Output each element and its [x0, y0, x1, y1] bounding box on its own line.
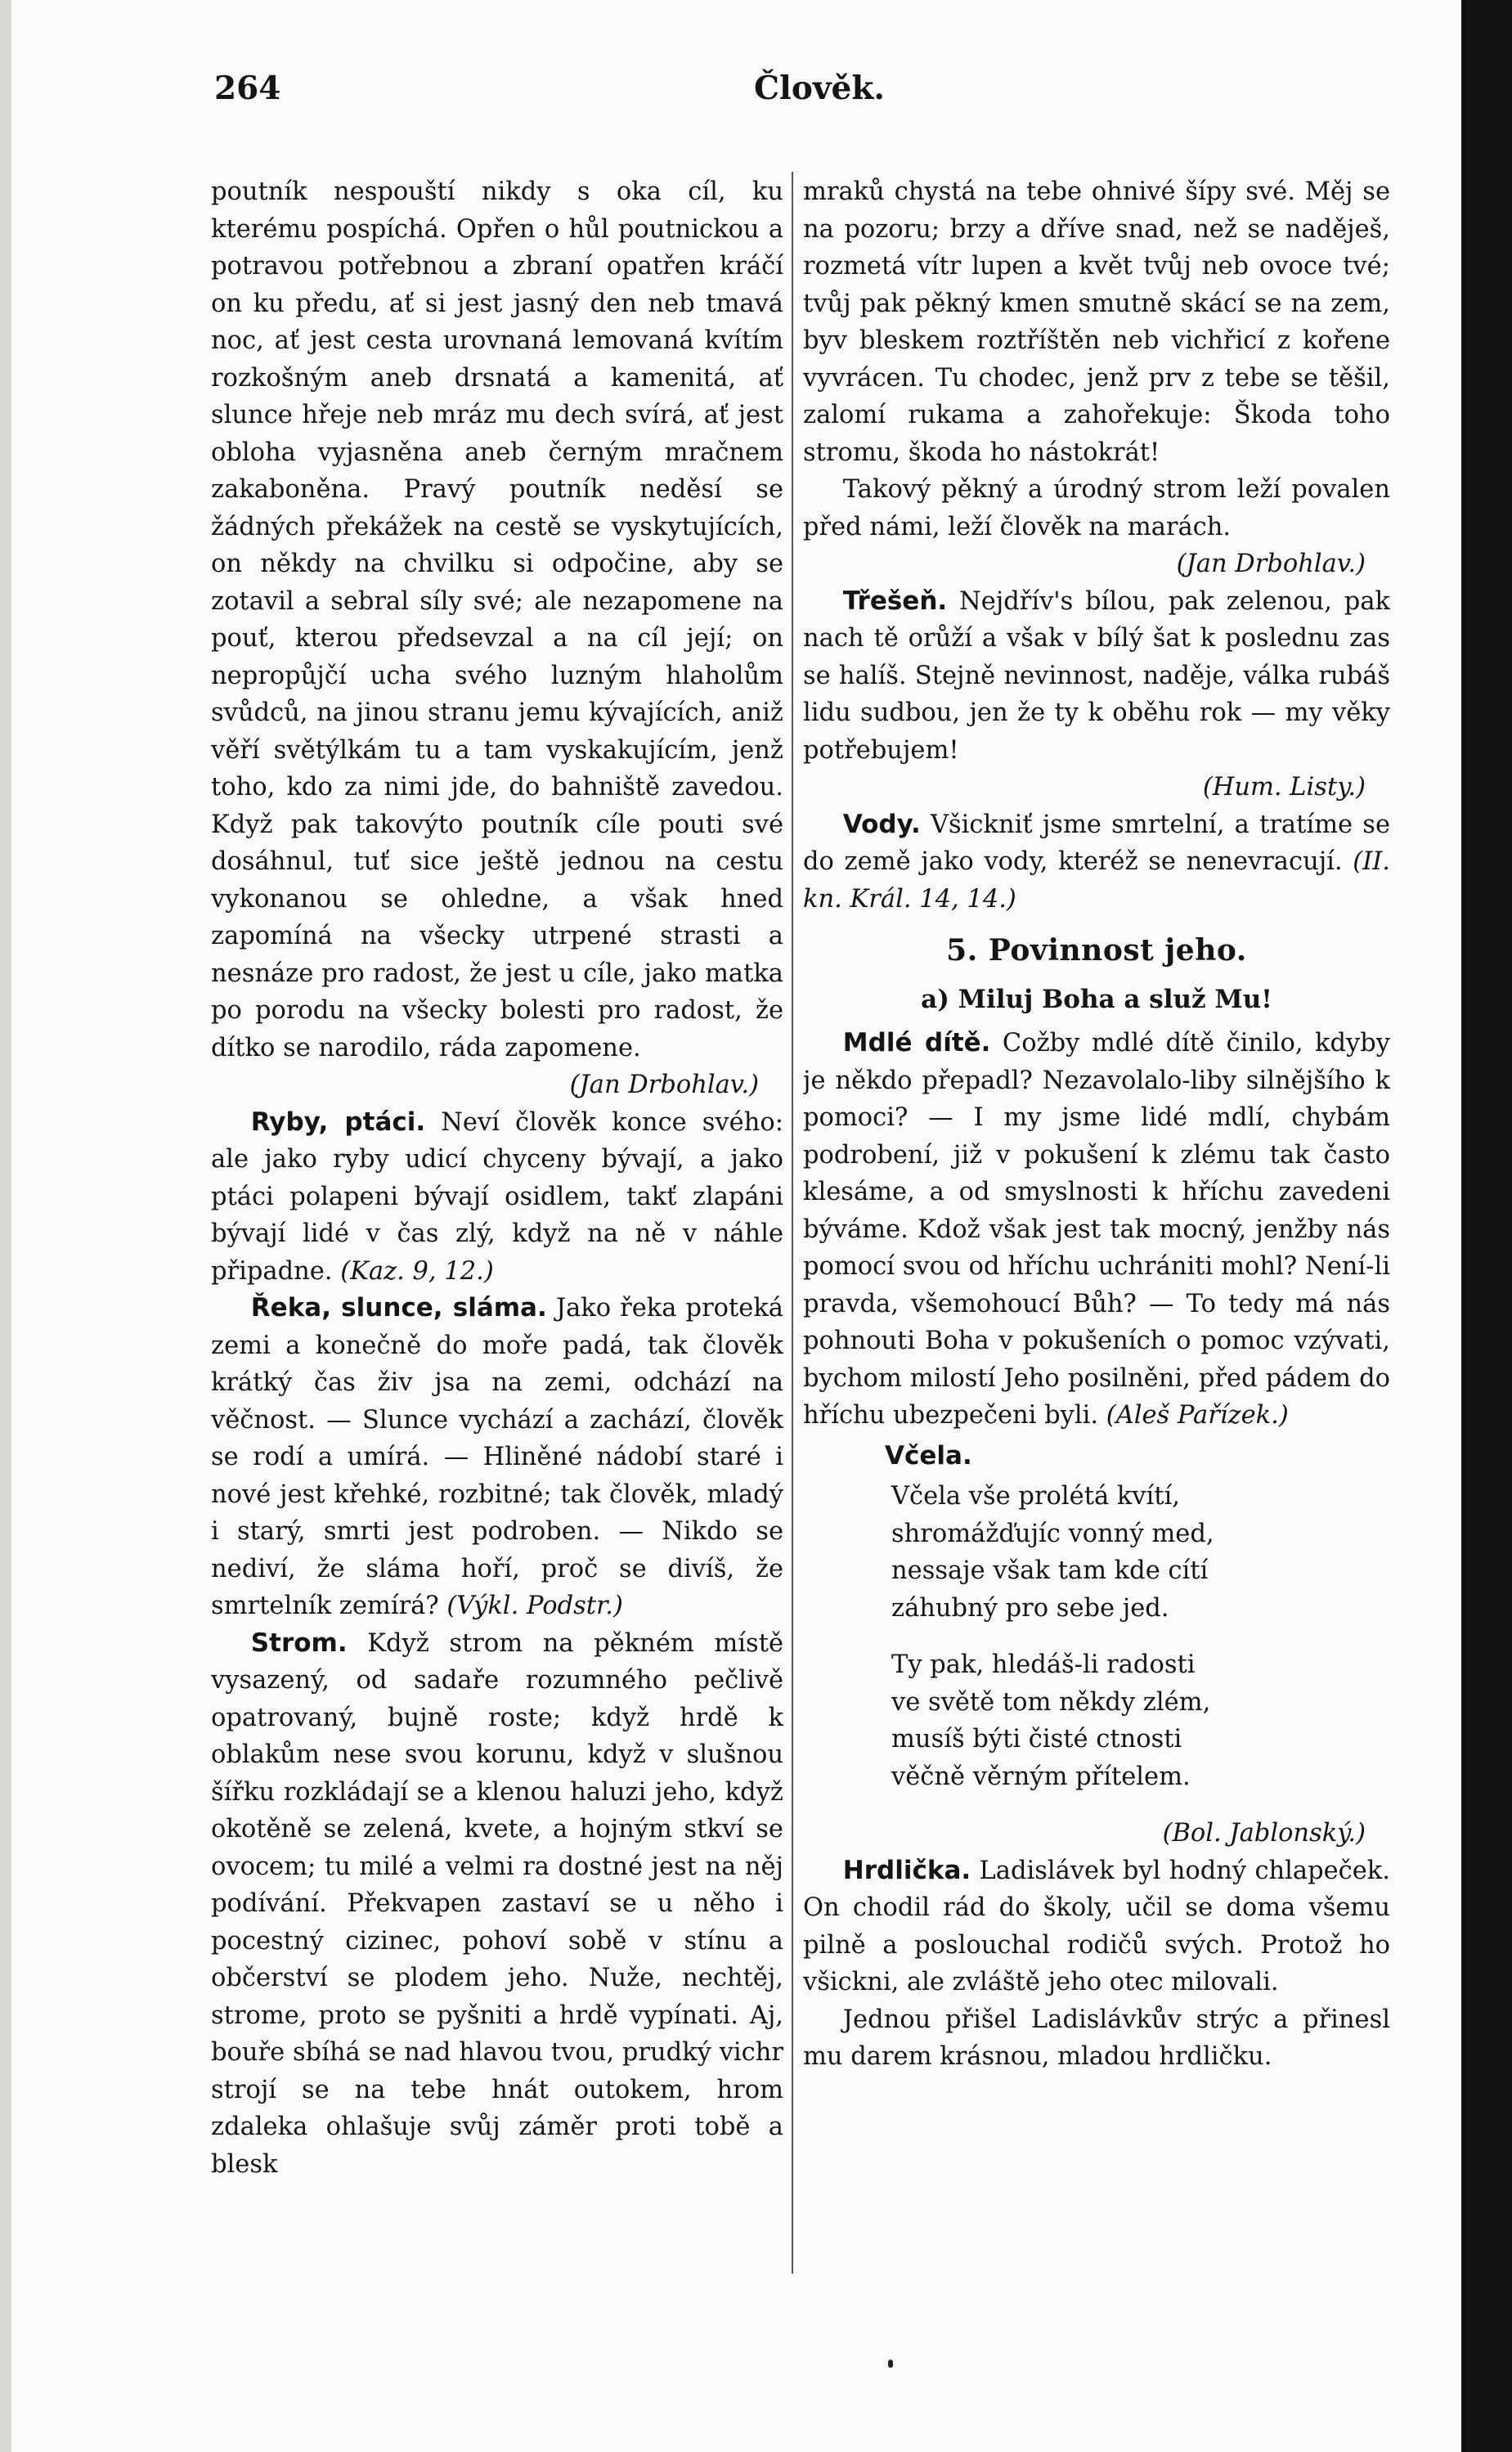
poem-line: ve světě tom někdy zlém, [891, 1687, 1211, 1717]
subsection-heading: a) Miluj Boha a služ Mu! [921, 984, 1272, 1014]
source-citation: (Kaz. 9, 12.) [340, 1256, 494, 1286]
poem-line: věčně věrným přítelem. [891, 1762, 1191, 1791]
poem-vcela [803, 1478, 1390, 1795]
left-column [211, 173, 783, 2275]
poem-block [803, 1438, 1390, 1475]
entry-keyword: Řeka, slunce, sláma. [250, 1293, 547, 1323]
page-header [214, 70, 1375, 119]
section-heading: 5. Povinnost jeho. [946, 933, 1247, 968]
entry-keyword: Strom. [250, 1628, 348, 1658]
paragraph-text: Jednou přišel Ladislávkův strýc a přinesl mu darem krásnou, mladou hrdličku. [803, 2005, 1390, 2071]
entry-keyword: Mdlé dítě. [842, 1028, 991, 1058]
poem-stanza-1 [891, 1478, 1390, 1627]
ink-speck [888, 2360, 893, 2368]
source-citation: (Bol. Jablonský.) [1162, 1819, 1366, 1848]
paragraph-reka-slunce-slama [211, 1290, 783, 1625]
page-number: 264 [214, 70, 281, 107]
poem-title: Včela. [885, 1440, 972, 1471]
entry-keyword: Ryby, ptáci. [250, 1107, 426, 1137]
paragraph-text: Všickniť jsme smrtelní, a tratíme se do země jako vody, kteréž se nenevracují. [803, 810, 1390, 876]
paragraph-hrdlicka-2 [803, 2001, 1390, 2076]
paragraph-text: Nejdřív's bílou, pak zelenou, pak nach tě orůží a však v bílý šat k poslednu zas se halíš. Stejně nevinnost, naděje, válka rubáš lidu sudbou, jen že ty k oběhu rok — my věky potřebujem! [803, 586, 1390, 765]
paragraph-hrdlicka [803, 1852, 1390, 2001]
source-citation: (Hum. Listy.) [1202, 773, 1366, 802]
paragraph-text: Cožby mdlé dítě činilo, kdyby je někdo přepadl? Nezavolalo-liby silnějšího k pomoci? — I my jsme lidé mdlí, chybám podrobení, již v pokušení k zlému tak často klesáme, a od smyslnosti k hříchu zavedeni býváme. Kdož však jest tak mocný, jenžby nás pomocí svou od hříchu uchrániti mohl? Není-li pravda, všemohoucí Bůh? — To tedy má nás pohnouti Boha v pokušeních o pomoc vzývati, bychom milostí Jeho posilněni, před pádem do hříchu ubezpečeni byli. [803, 1029, 1390, 1430]
paragraph-vody [803, 806, 1390, 918]
poem-line: nessaje však tam kde cítí [891, 1556, 1209, 1585]
paragraph-text: poutník nespouští nikdy s oka cíl, ku kterému pospíchá. Opřen o hůl poutnickou a potravou potřebnou a zbraní opatřen kráčí on ku předu, ať si jest jasný den neb tmavá noc, ať jest cesta urovnaná lemovaná kvítím rozkošným aneb drsnatá a kamenitá, ať slunce hřeje neb mráz mu dech svírá, ať jest obloha vyjasněna aneb černým mračnem zakaboněna. Pravý poutník neděsí se žádných překážek na cestě se vyskytujících, on někdy na chvilku si odpočine, aby se zotavil a sebral síly své; ale nezapomene na pouť, kterou předsevzal a na cíl její; on nepropůjčí ucha svého luzným hlaholům svůdců, na jinou stranu jemu kývajících, aniž věří světýlkám tu a tam vyskakujícím, jenž toho, kdo za nimi jde, do bahniště zavedou. Když pak takovýto poutník cíle pouti své dosáhnul, tuť sice ještě jednou na cestu vykonanou se ohledne, a však hned zapomíná na všecky utrpené strasti a nesnáze pro radost, že jest u cíle, jako matka po porodu na všecky bolesti pro radost, že dítko se narodilo, ráda zapomene. [211, 177, 783, 1062]
source-citation: (Aleš Pařízek.) [1106, 1401, 1289, 1430]
poem-line: Ty pak, hledáš-li radosti [891, 1650, 1196, 1679]
entry-keyword: Hrdlička. [842, 1855, 971, 1885]
right-column [803, 173, 1390, 2275]
paragraph-tresen [803, 583, 1390, 806]
poem-line: musíš býti čisté ctnosti [891, 1725, 1182, 1754]
page-right-edge [1461, 0, 1512, 2452]
poem-line: záhubný pro sebe jed. [891, 1593, 1169, 1623]
paragraph-text: Takový pěkný a úrodný strom leží povalen před námi, leží člověk na marách. [803, 475, 1390, 541]
poem-line: Včela vše prolétá kvítí, [891, 1482, 1180, 1511]
column-divider [792, 172, 793, 2274]
source-citation: (Výkl. Podstr.) [446, 1592, 623, 1620]
poem-line: shromážďujíc vonný med, [891, 1519, 1214, 1548]
paragraph-strom-end [803, 471, 1390, 583]
paragraph-text: Ladislávek byl hodný chlapeček. On chodil rád do školy, učil se doma všemu pilně a poslouchal rodičů svých. Protož ho všickni, ale zvláště jeho otec milovali. [803, 1856, 1390, 1996]
poem-stanza-2 [891, 1646, 1390, 1795]
paragraph-strom [211, 1625, 783, 2184]
source-citation: (Jan Drbohlav.) [1176, 550, 1366, 578]
entry-keyword: Vody. [842, 809, 921, 839]
paragraph-mdle-dite [803, 1025, 1390, 1435]
source-citation: (Jan Drbohlav.) [569, 1071, 759, 1099]
paragraph-text: Když strom na pěkném místě vysazený, od sadaře rozumného pečlivě opatrovaný, bujně roste; když hrdě k oblakům nese svou korunu, když v slušnou šířku rozkládají se a klenou haluzi jeho, když okotěně se zelená, kvete, a hojným stkví se ovocem; tu milé a velmi ra dostné jest na něj podívání. Překvapen zastaví se u něho i pocestný cizinec, pohoví sobě v stínu a občerství se plodem jeho. Nuže, nechtěj, strome, proto se pyšniti a hrdě vypínati. Aj, bouře sbíhá se nad hlavou tvou, prudký vichr strojí se na tebe hnát outokem, hrom zdaleka ohlašuje svůj záměr proti tobě a blesk [211, 1628, 783, 2179]
paragraph-text: Jako řeka proteká zemi a konečně do moře padá, tak člověk krátký čas živ jsa na zemi, odchází na věčnost. — Slunce vychází a zachází, člověk se rodí a umírá. — Hliněné nádobí staré i nové jest křehké, rozbitné; tak člověk, mladý i starý, smrti jest podroben. — Nikdo se nediví, že sláma hoří, proč se divíš, že smrtelník zemírá? [211, 1294, 783, 1620]
page-left-edge [0, 0, 11, 2452]
paragraph-ryby-ptaci [211, 1104, 783, 1291]
paragraph-strom-continued [803, 173, 1390, 471]
running-title: Člověk. [754, 70, 885, 107]
paragraph-text: Neví člověk konce svého: ale jako ryby udicí chyceny bývají, a jako ptáci polapeni bývají osidlem, takť zlapáni bývají lidé v čas zlý, když na ně v náhle připadne. [211, 1107, 783, 1286]
entry-keyword: Třešeň. [842, 586, 948, 616]
paragraph-text: mraků chystá na tebe ohnivé šípy své. Měj se na pozoru; brzy a dříve snad, než se naděješ, rozmetá vítr lupen a květ tvůj neb ovoce tvé; tvůj pak pěkný kmen smutně skácí se na zem, byv bleskem roztříštěn neb vichřicí z kořene vyvrácen. Tu chodec, jenž prv z tebe se těšil, zalomí rukama a zahořekuje: Škoda toho stromu, škoda ho nástokrát! [803, 177, 1390, 467]
source-citation: (II. kn. Král. 14, 14.) [803, 847, 1390, 914]
paragraph-poutnik [211, 173, 783, 1104]
